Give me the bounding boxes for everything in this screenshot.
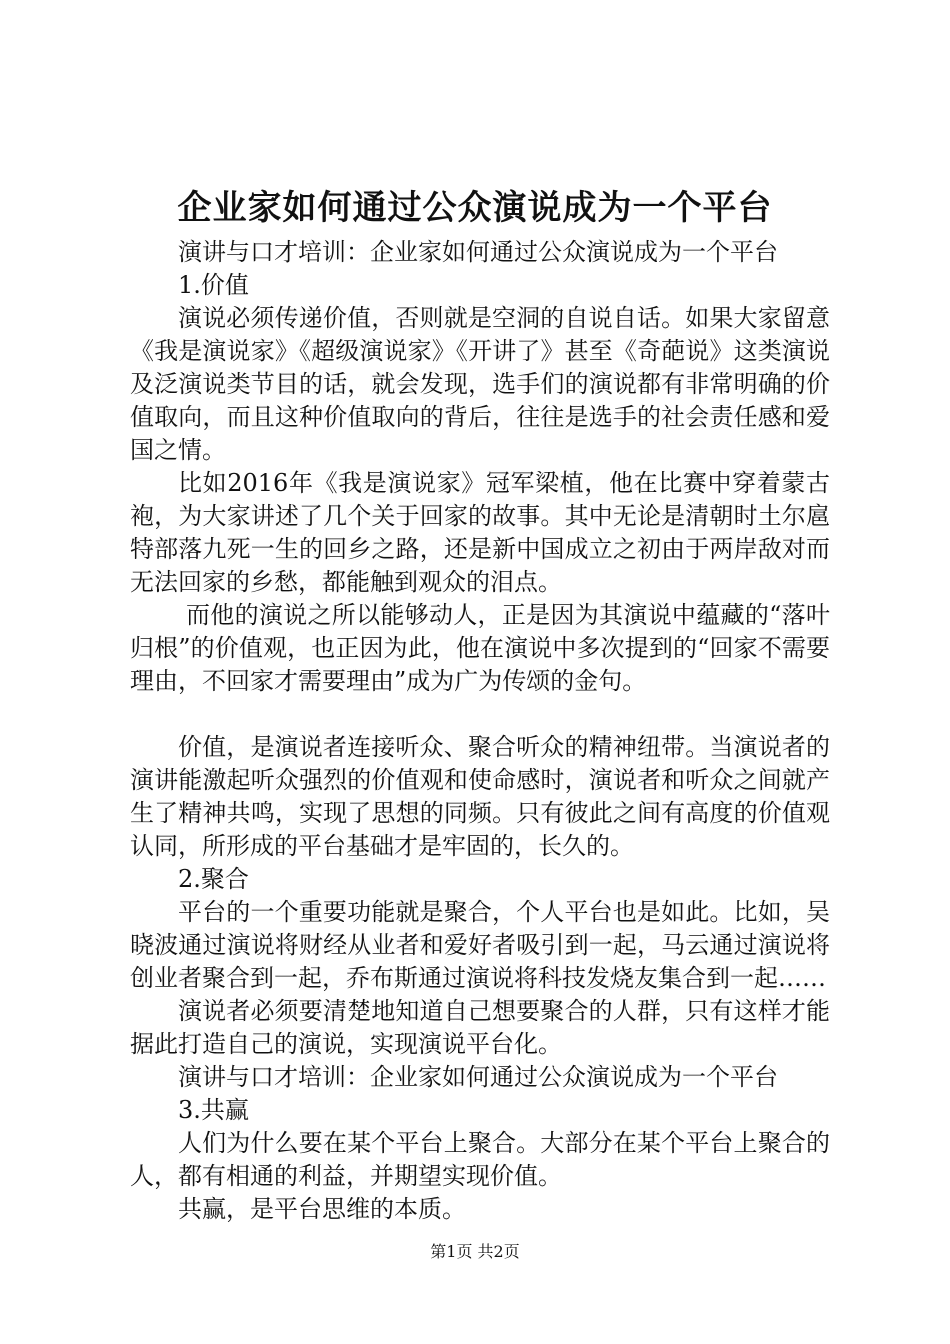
paragraph: 共赢，是平台思维的本质。 — [178, 1195, 466, 1223]
paragraph: 平台的一个重要功能就是聚合，个人平台也是如此。比如，吴晓波通过演说将财经从业者和爱好者吸引到一起，马云通过演说将创业者聚合到一起，乔布斯通过演说将科技发烧友集合到一起…… — [130, 898, 830, 992]
document-title: 企业家如何通过公众演说成为一个平台 — [177, 188, 773, 228]
section-heading-value: 1.价值 — [178, 271, 249, 299]
paragraph-intro: 演讲与口才培训：企业家如何通过公众演说成为一个平台 — [178, 238, 778, 266]
blank-line — [130, 698, 830, 731]
paragraph: 价值，是演说者连接听众、聚合听众的精神纽带。当演说者的演讲能激起听众强烈的价值观和使命感时，演说者和听众之间就产生了精神共鸣，实现了思想的同频。只有彼此之间有高度的价值观认同，所形成的平台基础才是牢固的，长久的。 — [130, 733, 830, 860]
section-heading-aggregation: 2.聚合 — [178, 865, 249, 893]
paragraph: 而他的演说之所以能够动人，正是因为其演说中蕴藏的“落叶归根”的价值观，也正因为此，他在演说中多次提到的“回家不需要理由，不回家才需要理由”成为广为传颂的金句。 — [130, 601, 830, 695]
paragraph: 演说必须传递价值，否则就是空洞的自说自话。如果大家留意《我是演说家》《超级演说家》《开讲了》甚至《奇葩说》这类演说及泛演说类节目的话，就会发现，选手们的演说都有非常明确的价值取向，而且这种价值取向的背后，往往是选手的社会责任感和爱国之情。 — [130, 304, 830, 464]
paragraph: 比如2016年《我是演说家》冠军梁植，他在比赛中穿着蒙古袍，为大家讲述了几个关于回家的故事。其中无论是清朝时土尔扈特部落九死一生的回乡之路，还是新中国成立之初由于两岸敌对而无法回家的乡愁，都能触到观众的泪点。 — [130, 469, 830, 596]
page-footer: 第1页 共2页 — [430, 1242, 520, 1261]
paragraph: 人们为什么要在某个平台上聚合。大部分在某个平台上聚合的人，都有相通的利益，并期望实现价值。 — [130, 1129, 830, 1190]
paragraph-repeat-intro: 演讲与口才培训：企业家如何通过公众演说成为一个平台 — [178, 1063, 778, 1091]
paragraph: 演说者必须要清楚地知道自己想要聚合的人群，只有这样才能据此打造自己的演说，实现演说平台化。 — [130, 997, 830, 1058]
document-body — [130, 236, 830, 1226]
section-heading-win-win: 3.共赢 — [178, 1096, 249, 1124]
